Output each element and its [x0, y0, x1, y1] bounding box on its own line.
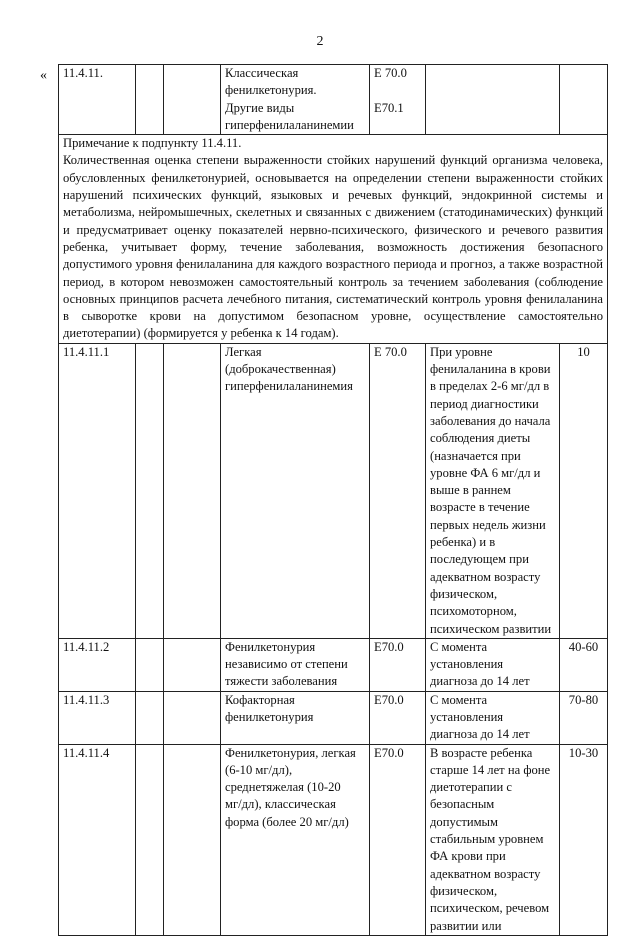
row-icd-code: E70.0	[370, 638, 426, 691]
row-description: Классическая фенилкетонурия. Другие виды гиперфенилаланинемии	[221, 65, 370, 135]
row-description: Кофакторная фенилкетонурия	[221, 691, 370, 744]
row-percent: 10-30	[560, 744, 608, 935]
row-description: Фенилкетонурия независимо от степени тяжести заболевания	[221, 638, 370, 691]
note-text: Количественная оценка степени выраженности стойких нарушений функций организма человека, обусловленных фенилкетонурией, основывается на определении степени выраженности стойких нарушений психических функций, языковых и речевых функций, эндокринной системы и метаболизма, нейромышечных, скелетных и связанных с движением (статодинамических) функций и предусматривает оценку показателей нервно-психического, физического и речевого развития ребенка, учитывает форму, течение заболевания, возможность достижения безопасного допустимого уровня фенилаланина для каждого возрастного периода и прогноз, а также возрастной период, в котором невозможен самостоятельный контроль за течением заболевания (соблюдение основных принципов расчета лечебного питания, систематический контроль уровня фенилаланина в сыворотке крови на допустимом безопасном уровне, осуществление самостоятельно диетотерапии) (формируется у ребенка к 14 годам).	[63, 153, 603, 341]
table-row-11-4-11	[59, 65, 608, 135]
row-icd-code: E 70.0	[370, 343, 426, 638]
row-criteria: С момента установления диагноза до 14 лет	[426, 691, 560, 744]
row-percent: 70-80	[560, 691, 608, 744]
table-row-11-4-11-3	[59, 691, 608, 744]
row-code: 11.4.11.3	[59, 691, 136, 744]
note-cell	[59, 135, 608, 344]
table-row-11-4-11-1	[59, 343, 608, 638]
row-code: 11.4.11.1	[59, 343, 136, 638]
empty-cell	[136, 65, 164, 135]
empty-cell	[164, 691, 221, 744]
row-icd-code: E70.0	[370, 691, 426, 744]
empty-cell	[560, 65, 608, 135]
empty-cell	[426, 65, 560, 135]
empty-cell	[164, 343, 221, 638]
row-description: Фенилкетонурия, легкая (6-10 мг/дл), среднетяжелая (10-20 мг/дл), классическая форма (более 20 мг/дл)	[221, 744, 370, 935]
note-title: Примечание к подпункту 11.4.11.	[63, 136, 242, 151]
row-description: Легкая (доброкачественная) гиперфенилаланинемия	[221, 343, 370, 638]
empty-cell	[164, 744, 221, 935]
note-row	[59, 135, 608, 344]
table-row-11-4-11-2	[59, 638, 608, 691]
row-criteria: В возрасте ребенка старше 14 лет на фоне диетотерапии с безопасным допустимым стабильным уровнем ФА крови при адекватном возрасту физическом, психическом, речевом развитии или	[426, 744, 560, 935]
row-code: 11.4.11.2	[59, 638, 136, 691]
empty-cell	[136, 744, 164, 935]
empty-cell	[164, 638, 221, 691]
row-percent: 10	[560, 343, 608, 638]
empty-cell	[136, 638, 164, 691]
row-icd-code: E70.0	[370, 744, 426, 935]
empty-cell	[136, 343, 164, 638]
empty-cell	[136, 691, 164, 744]
row-code: 11.4.11.4	[59, 744, 136, 935]
row-icd-code: E 70.0 E70.1	[370, 65, 426, 135]
page-number: 2	[316, 34, 324, 49]
table-row-11-4-11-4	[59, 744, 608, 935]
row-percent: 40-60	[560, 638, 608, 691]
row-criteria: При уровне фенилаланина в крови в пределах 2-6 мг/дл в период диагностики заболевания до начала соблюдения диеты (назначается при уровне ФА 6 мг/дл и выше в раннем возрасте в течение первых недель жизни ребенка) и в последующем при адекватном возрасту физическом, психомоторном, психическом развитии	[426, 343, 560, 638]
opening-quote-mark: «	[40, 68, 47, 83]
empty-cell	[164, 65, 221, 135]
row-criteria: С момента установления диагноза до 14 лет	[426, 638, 560, 691]
disability-criteria-table	[58, 64, 608, 936]
row-code: 11.4.11.	[59, 65, 136, 135]
